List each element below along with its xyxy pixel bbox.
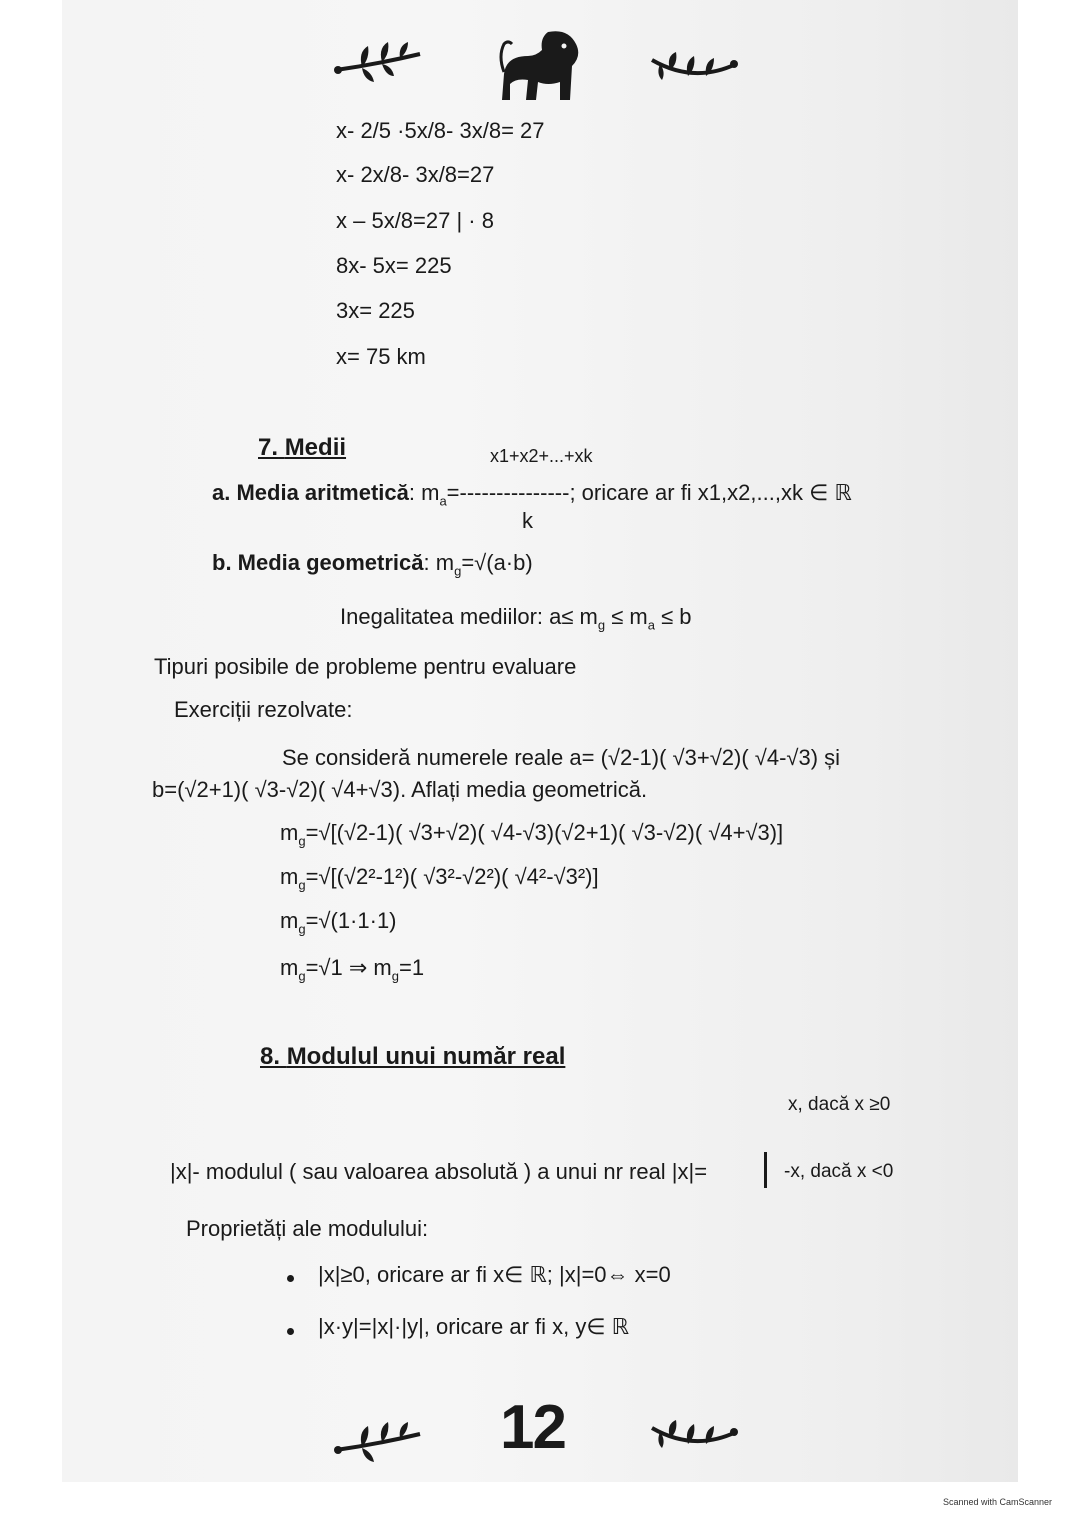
- solution-step: 3x= 225: [336, 298, 415, 323]
- section-number: 7.: [258, 434, 279, 461]
- section-title-text: Modulul unui număr real: [286, 1043, 566, 1070]
- properties-title: Proprietăți ale modulului:: [186, 1216, 429, 1241]
- laurel-left-icon: [332, 40, 424, 84]
- solution-step: x- 2x/8- 3x/8=27: [336, 162, 495, 187]
- geom-formula: √(a·b): [474, 550, 533, 575]
- geom-mean-line: b. Media geometrică: $m_g=√(a\cdot b)$: [212, 550, 533, 579]
- inequality-rest: ≤ b: [654, 604, 692, 629]
- section-number: 8.: [260, 1043, 281, 1070]
- geom-step: $m_g=√1$ ⇒ $m_g=1$: [280, 955, 425, 984]
- section-title-text: Medii: [284, 434, 347, 461]
- geom-step-text: √1 ⇒: [318, 955, 374, 980]
- fraction-line: ---------------: [459, 480, 570, 505]
- bullet-icon: [287, 1275, 294, 1282]
- arith-condition: ; oricare ar fi x1,x2,...,xk ∈ ℝ: [569, 480, 852, 505]
- arith-numerator: x1+x2+...+xk: [490, 446, 593, 466]
- geom-label: b. Media geometrică: [212, 550, 424, 575]
- laurel-left-icon: [332, 1420, 424, 1464]
- laurel-right-icon: [648, 1418, 740, 1462]
- arith-mean-line: a. Media aritmetică: $m_a=---------------$; oricare ar fi x1,x2,...,xk ∈ ℝ: [212, 480, 852, 509]
- page-number: 12: [500, 1393, 565, 1462]
- solution-step: 8x- 5x= 225: [336, 253, 452, 278]
- section-title: [258, 434, 346, 462]
- geom-step-text: √[(√2²-1²)( √3²-√2²)( √4²-√3²)]: [318, 864, 599, 889]
- section-title: [260, 1043, 565, 1071]
- solved-title: Exerciții rezolvate:: [174, 697, 353, 722]
- solution-step: x= 75 km: [336, 344, 426, 369]
- property-item: |x|≥0, oricare ar fi x∈ ℝ; |x|=0⇔ x=0: [318, 1262, 671, 1287]
- arith-denominator: k: [522, 508, 533, 533]
- exercise-text: Se consideră numerele reale a= (√2-1)( √3+√2)( √4-√3) și: [282, 745, 841, 770]
- piecewise-bracket: [764, 1152, 767, 1188]
- evaluation-title: Tipuri posibile de probleme pentru evaluare: [154, 654, 577, 679]
- solution-step: x- 2/5 ·5x/8- 3x/8= 27: [336, 118, 545, 143]
- laurel-right-icon: [648, 50, 740, 94]
- abs-definition: |x|- modulul ( sau valoarea absolută ) a unui nr real |x|=: [170, 1159, 708, 1184]
- abs-case-negative: -x, dacă x <0: [784, 1161, 894, 1182]
- inequality-label: Inegalitatea mediilor: a≤: [340, 604, 580, 629]
- lion-icon: [498, 26, 584, 104]
- book-page: [62, 0, 1018, 1482]
- geom-step-text: √(1·1·1): [318, 908, 397, 933]
- inequality-line: Inegalitatea mediilor: $a\le m_g \le m_a \le b$: [340, 604, 692, 633]
- geom-step: $m_g=√[(√2^2-1^2)$( √3²-√2²)( √4²-√3²)]: [280, 864, 599, 893]
- geom-step-text: √[(√2-1)( √3+√2)( √4-√3)(√2+1)( √3-√2)( √4+√3)]: [318, 820, 784, 845]
- scanner-watermark: Scanned with CamScanner: [942, 1497, 1052, 1507]
- property-item: |x·y|=|x|·|y|, oricare ar fi x, y∈ ℝ: [318, 1314, 630, 1339]
- geom-step-result: 1: [411, 955, 425, 980]
- abs-case-positive: x, dacă x ≥0: [788, 1094, 891, 1115]
- bullet-icon: [287, 1328, 294, 1335]
- arith-label: a. Media aritmetică: [212, 480, 409, 505]
- geom-step: $m_g=√[(√2-1)$( √3+√2)( √4-√3)(√2+1)( √3-√2)( √4+√3)]: [280, 820, 784, 849]
- geom-step: $m_g=√(1\cdot 1\cdot 1)$: [280, 908, 397, 937]
- solution-step: x – 5x/8=27 | · 8: [336, 208, 494, 233]
- exercise-text: b=(√2+1)( √3-√2)( √4+√3). Aflați media geometrică.: [152, 777, 648, 802]
